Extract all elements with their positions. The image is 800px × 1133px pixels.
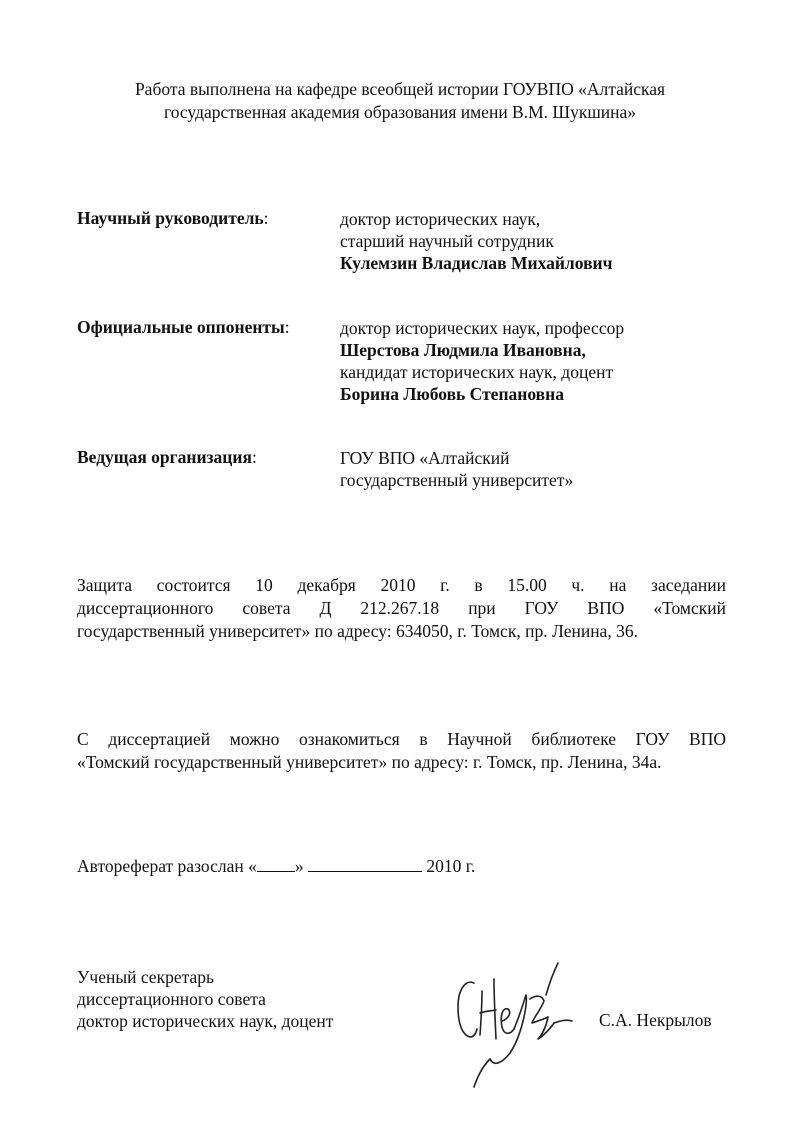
- month-blank: [308, 857, 422, 872]
- sent-line: [77, 856, 475, 877]
- handwritten-signature: [450, 955, 590, 1090]
- secretary-council: диссертационного совета: [77, 989, 266, 1009]
- leading-org-line-2: государственный университет»: [340, 470, 574, 490]
- document-header: [0, 78, 800, 124]
- supervisor-position: старший научный сотрудник: [340, 231, 554, 251]
- opponent-1-degree: доктор исторических наук, профессор: [340, 318, 625, 338]
- leading-org-line-1: ГОУ ВПО «Алтайский: [340, 448, 510, 468]
- defense-paragraph: [77, 574, 726, 643]
- opponents-label: Официальные оппоненты:: [77, 317, 290, 337]
- supervisor-name: Кулемзин Владислав Михайлович: [340, 253, 613, 273]
- leading-org-details: [340, 447, 573, 491]
- supervisor-details: [340, 208, 612, 274]
- secretary-degree: доктор исторических наук, доцент: [77, 1011, 334, 1031]
- sent-middle: »: [294, 856, 304, 876]
- opponents-details: [340, 317, 624, 405]
- supervisor-label: Научный руководитель:: [77, 208, 269, 228]
- secretary-title: Ученый секретарь: [77, 967, 214, 987]
- day-blank: [257, 857, 295, 872]
- library-line-1: С диссертацией можно ознакомиться в Научной библиотеке ГОУ ВПО: [77, 729, 726, 749]
- leading-org-label: Ведущая организация:: [77, 447, 257, 467]
- defense-line-3: государственный университет» по адресу: 634050, г. Томск, пр. Ленина, 36.: [77, 621, 638, 641]
- library-paragraph: [77, 728, 726, 774]
- library-line-2: «Томский государственный университет» по адресу: г. Томск, пр. Ленина, 34а.: [77, 752, 662, 772]
- sent-suffix: 2010 г.: [426, 856, 476, 876]
- defense-line-2: диссертационного совета Д 212.267.18 при ГОУ ВПО «Томский: [77, 598, 726, 618]
- secretary-block: [77, 966, 333, 1032]
- sent-prefix: Автореферат разослан «: [77, 856, 257, 876]
- signer-name: С.А. Некрылов: [599, 1010, 712, 1030]
- opponent-2-degree: кандидат исторических наук, доцент: [340, 362, 614, 382]
- defense-line-1: Защита состоится 10 декабря 2010 г. в 15.00 ч. на заседании: [77, 575, 726, 595]
- supervisor-degree: доктор исторических наук,: [340, 209, 541, 229]
- header-line-1: Работа выполнена на кафедре всеобщей истории ГОУВПО «Алтайская: [134, 79, 666, 99]
- opponent-1-name: Шерстова Людмила Ивановна,: [340, 340, 586, 360]
- opponent-2-name: Борина Любовь Степановна: [340, 384, 564, 404]
- header-line-2: государственная академия образования имени В.М. Шукшина»: [163, 102, 637, 122]
